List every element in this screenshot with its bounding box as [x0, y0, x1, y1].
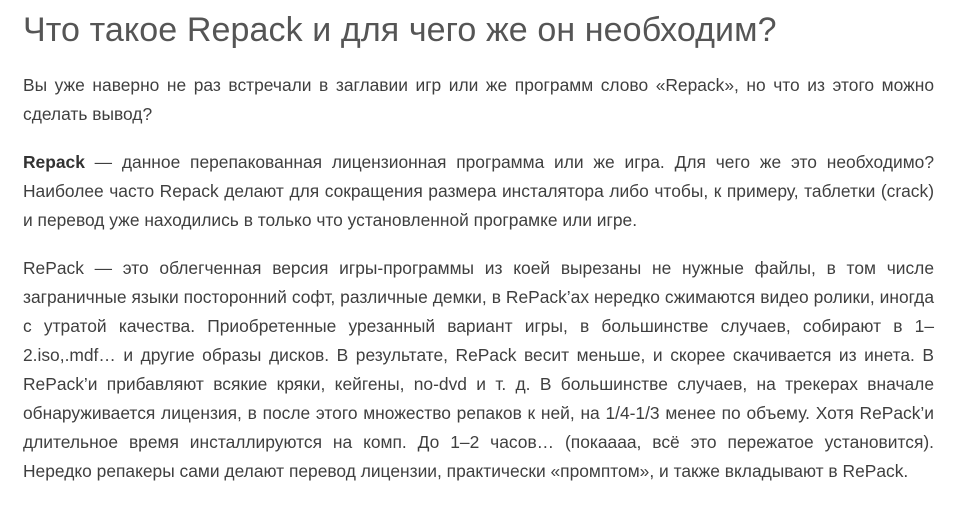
definition-text: — данное перепакованная лицензионная программа или же игра. Для чего же это необходимо? Наиболее часто Repack делают для сокращения размера инсталятора либо чтобы, к примеру, таблетки (crack) и перевод уже находились в только что установленной програмке или игре.	[23, 152, 934, 230]
details-paragraph: RePack — это облегченная версия игры-программы из коей вырезаны не нужные файлы, в том числе заграничные языки посторонний софт, различные демки, в RePack’ах нередко сжимаются видео ролики, иногда с утратой качества. Приобретенные урезанный вариант игры, в большинстве случаев, собирают в 1–2.iso,.mdf… и другие образы дисков. В результате, RePack весит меньше, и скорее скачивается из инета. В RePack’и прибавляют всякие кряки, кейгены, no-dvd и т. д. В большинстве случаев, на трекерах вначале обнаруживается лицензия, в после этого множество репаков к ней, на 1/4-1/3 менее по объему. Хотя RePack’и длительное время инсталлируются на комп. До 1–2 часов… (покаааа, всё это пережатое установится). Нередко репакеры сами делают перевод лицензии, практически «промптом», и также вкладывают в RePack.	[23, 258, 934, 481]
intro-paragraph: Вы уже наверно не раз встречали в заглавии игр или же программ слово «Repack», но что из этого можно сделать вывод?	[23, 75, 934, 124]
term-bold: Repack	[23, 152, 85, 172]
article-title: Что такое Repack и для чего же он необходим?	[23, 11, 777, 49]
definition-paragraph	[23, 148, 934, 235]
